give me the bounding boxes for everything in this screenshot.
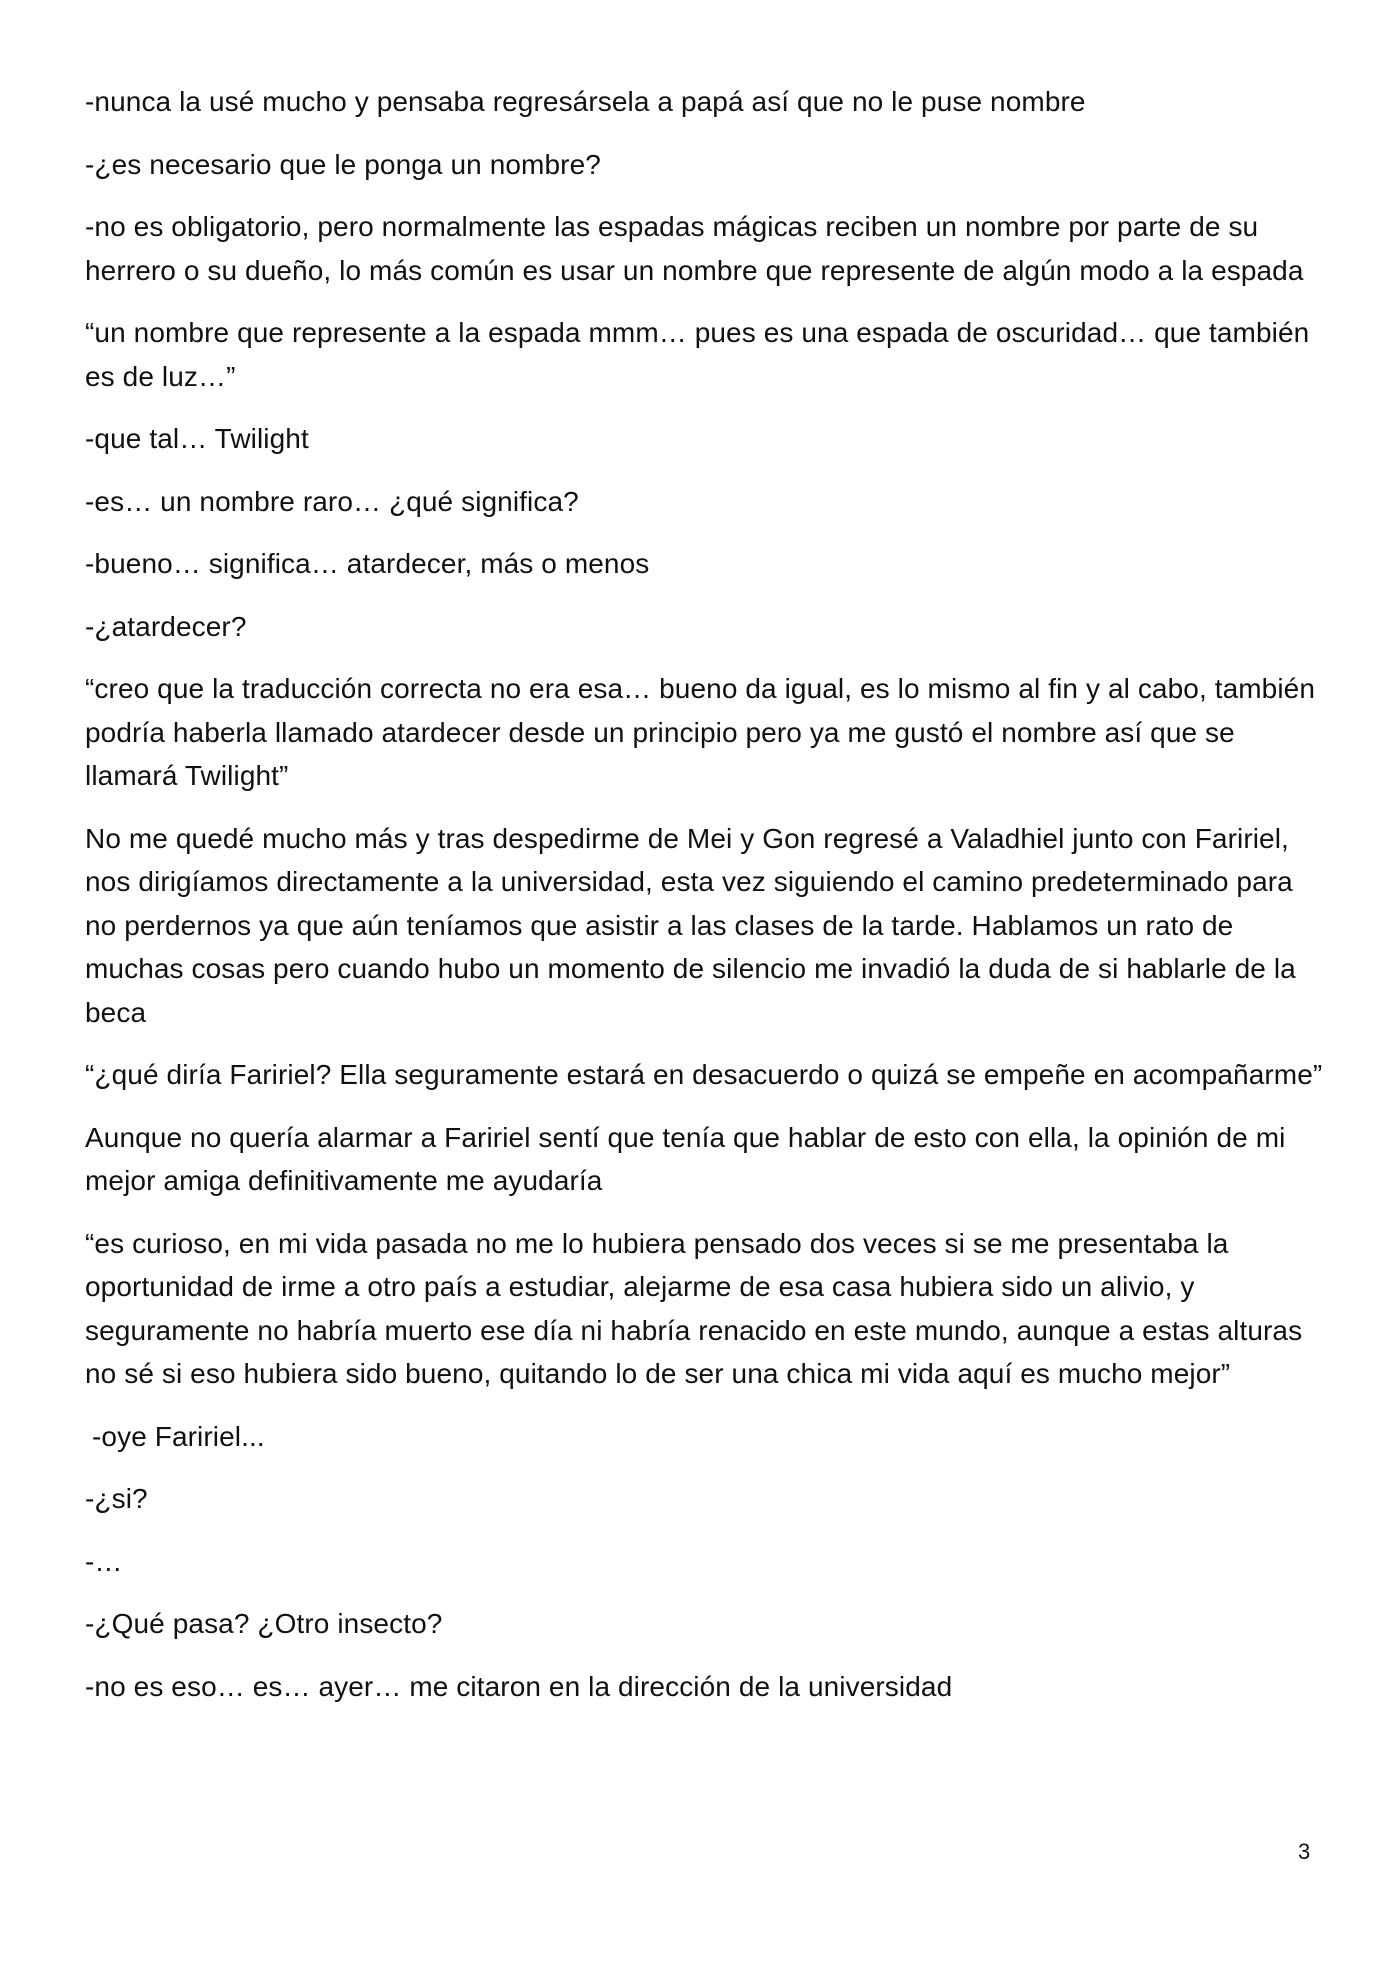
- paragraph: -…: [85, 1545, 123, 1577]
- paragraph: Aunque no quería alarmar a Faririel sentí que tenía que hablar de esto con ella, la opinión de mi mejor amiga definitivamente me ayudaría: [85, 1121, 1286, 1196]
- paragraph: -¿Qué pasa? ¿Otro insecto?: [85, 1608, 443, 1639]
- paragraph: -¿es necesario que le ponga un nombre?: [85, 148, 601, 180]
- paragraph: -no es eso… es… ayer… me citaron en la dirección de la universidad: [85, 1670, 953, 1702]
- paragraph: -nunca la usé mucho y pensaba regresársela a papá así que no le puse nombre: [85, 86, 1086, 117]
- paragraph: -¿atardecer?: [85, 610, 247, 642]
- paragraph: -bueno… significa… atardecer, más o menos: [85, 548, 650, 579]
- paragraph: “un nombre que represente a la espada mmm… pues es una espada de oscuridad… que también es de luz…”: [85, 317, 1310, 392]
- paragraph: “creo que la traducción correcta no era esa… bueno da igual, es lo mismo al fin y al cabo, también podría haberla llamado atardecer desde un principio pero ya me gustó el nombre así que se llamará Twilight”: [85, 673, 1316, 791]
- page-number: 3: [1298, 1839, 1311, 1864]
- paragraph: -no es obligatorio, pero normalmente las espadas mágicas reciben un nombre por parte de su herrero o su dueño, lo más común es usar un nombre que represente de algún modo a la espada: [85, 211, 1304, 286]
- paragraph: -¿si?: [85, 1483, 148, 1514]
- paragraph: “es curioso, en mi vida pasada no me lo hubiera pensado dos veces si se me presentaba la oportunidad de irme a otro país a estudiar, alejarme de esa casa hubiera sido un alivio, y seguramente no habría muerto ese día ni habría renacido en este mundo, aunque a estas alturas no sé si eso hubiera sido bueno, quitando lo de ser una chica mi vida aquí es mucho mejor”: [85, 1227, 1303, 1389]
- paragraph: -es… un nombre raro… ¿qué significa?: [85, 485, 579, 517]
- paragraph: “¿qué diría Faririel? Ella seguramente estará en desacuerdo o quizá se empeñe en acompañarme”: [85, 1059, 1323, 1090]
- paragraph: -que tal… Twilight: [85, 423, 309, 454]
- paragraph: -oye Faririel...: [92, 1420, 265, 1452]
- paragraph: No me quedé mucho más y tras despedirme de Mei y Gon regresé a Valadhiel junto con Faririel, nos dirigíamos directamente a la universidad, esta vez siguiendo el camino predeterminado para no perdernos ya que aún teníamos que asistir a las clases de la tarde. Hablamos un rato de muchas cosas pero cuando hubo un momento de silencio me invadió la duda de si hablarle de la beca: [85, 822, 1296, 1028]
- document-body: [85, 80, 1325, 1727]
